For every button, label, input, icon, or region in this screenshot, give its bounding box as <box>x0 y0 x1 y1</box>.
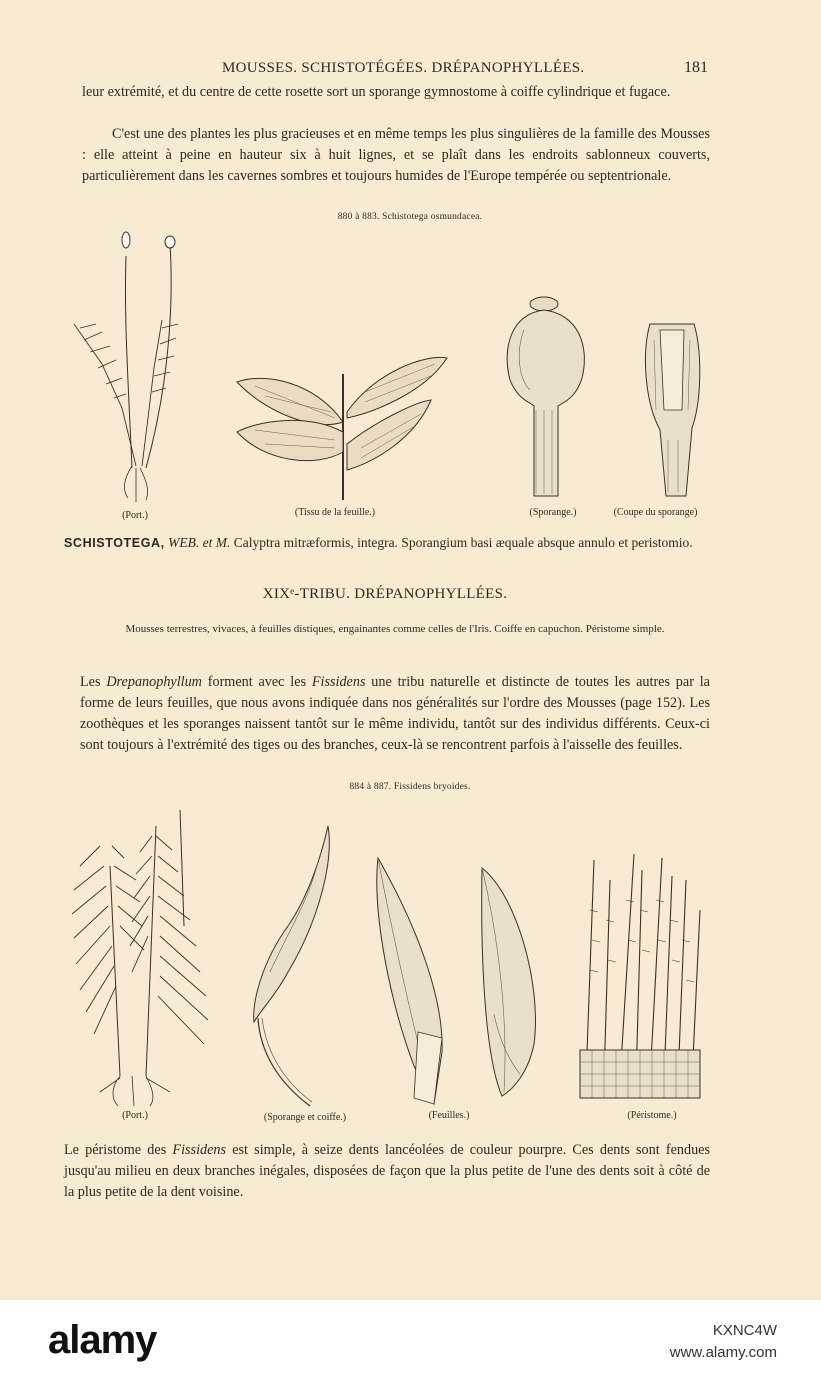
image-id: KXNC4W <box>712 1322 777 1339</box>
peristome-illustration <box>576 850 706 1106</box>
figure-1-label-tissu: (Tissu de la feuille.) <box>294 507 376 518</box>
figure-1-label-coupe: (Coupe du sporange) <box>613 507 698 518</box>
paragraph-4 <box>64 1140 710 1203</box>
paragraph-3 <box>80 672 710 756</box>
genus-diagnosis: Calyptra mitræformis, integra. Sporangium basi æquale absque annulo et peristomio. <box>233 535 693 550</box>
figure-2-label-port: (Port.) <box>122 1110 148 1121</box>
paragraph-4-lead: Le péristome des <box>64 1142 173 1158</box>
page-number: 181 <box>684 59 708 76</box>
paragraph-3-mid: forment avec les <box>201 674 312 690</box>
leaf-tissue-illustration <box>235 352 450 502</box>
figure-2-label-sporange-coiffe: (Sporange et coiffe.) <box>263 1112 347 1123</box>
figure-2-label-feuilles: (Feuilles.) <box>428 1110 470 1121</box>
figure-2-label-peristome: (Péristome.) <box>627 1110 677 1121</box>
paragraph-1: leur extrémité, et du centre de cette rosette sort un sporange gymnostome à coiffe cylindrique et fugace. <box>82 84 671 100</box>
alamy-logo: alamy <box>48 1318 157 1362</box>
leaf-illustration-2 <box>476 864 546 1100</box>
paragraph-3-genus-drepanophyllum: Drepanophyllum <box>106 674 202 690</box>
paragraph-3-lead: Les <box>80 674 107 690</box>
fissidens-habit-illustration <box>60 806 220 1108</box>
image-id-block <box>670 1320 777 1364</box>
tribe-description: Mousses terrestres, vivaces, à feuilles distiques, engainantes comme celles de l'Iris. Coiffe en capuchon. Péristome simple. <box>125 623 665 635</box>
figure-2-caption: 884 à 887. Fissidens bryoides. <box>349 782 471 792</box>
genus-authority: WEB. et M. <box>168 535 231 550</box>
leaf-illustration-1 <box>370 852 450 1108</box>
figure-1-label-sporange: (Sporange.) <box>529 507 577 518</box>
sporangium-section-illustration <box>638 320 706 502</box>
stock-photo-footer <box>0 1300 821 1390</box>
paragraph-3-genus-fissidens: Fissidens <box>311 674 366 690</box>
paragraph-4-genus: Fissidens <box>172 1142 227 1158</box>
tribe-heading: XIXᵉ-TRIBU. DRÉPANOPHYLLÉES. <box>262 586 508 602</box>
paragraph-3-rest: une tribu naturelle et distincte de toutes les autres par la forme de leurs feuilles, que nous avons indiquée dans nos généralités sur l'ordre des Mousses (page 152). Les zoothèques et les sporanges naissent tantôt sur le même individu, tantôt sur des individus différents. Ceux-ci sont toujours à l'extrémité des tiges ou des branches, ceux-là se rencontrent parfois à l'aisselle des feuilles. <box>80 674 710 753</box>
sporangium-and-calyptra-illustration <box>248 822 340 1108</box>
figure-1-label-port: (Port.) <box>122 510 148 521</box>
schistotega-habit-illustration <box>62 228 192 504</box>
paragraph-4-rest: est simple, à seize dents lancéolées de couleur pourpre. Ces dents sont fendues jusqu'au milieu en deux branches inégales, disposées de façon que la plus petite de l'une des dents soit à côté de la plus petite de la dent voisine. <box>64 1142 710 1200</box>
figure-1-caption: 880 à 883. Schistotega osmundacea. <box>337 212 483 222</box>
site-url: www.alamy.com <box>669 1344 777 1361</box>
running-header-title: MOUSSES. SCHISTOTÉGÉES. DRÉPANOPHYLLÉES. <box>222 60 585 76</box>
paragraph-2: C'est une des plantes les plus gracieuses et en même temps les plus singulières de la famille des Mousses : elle atteint à peine en hauteur six à huit lignes, et se plaît dans les endroits sablonneux couverts, particulièrement dans les cavernes sombres et toujours humides de l'Europe tempérée ou septentrionale. <box>82 126 710 184</box>
sporangium-illustration <box>500 290 590 502</box>
genus-name: SCHISTOTEGA, <box>64 536 165 550</box>
genus-description <box>64 533 714 553</box>
running-header <box>0 60 821 80</box>
